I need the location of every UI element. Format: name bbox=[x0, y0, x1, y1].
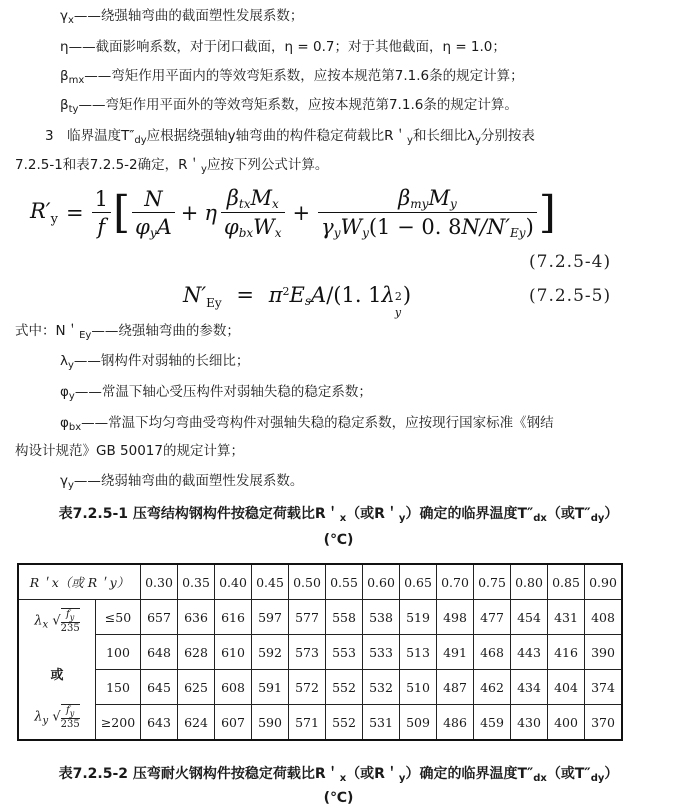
table-cell: 616 bbox=[215, 600, 252, 635]
def-lambda-y: $\lambda_y——$钢构件对弱轴的长细比； bbox=[60, 353, 250, 371]
table-cell: 573 bbox=[289, 635, 326, 670]
table-cell: 400 bbox=[548, 705, 585, 741]
table1-title: 表7.2.5-1 压弯结构钢构件按稳定荷载比R＇$_x$（或R＇$_y$）确定的临界温度$T''_{dx}$（或$T''_{dy}$） bbox=[58, 506, 619, 524]
table-cell: 531 bbox=[363, 705, 400, 741]
table-cell: 443 bbox=[511, 635, 548, 670]
table1-unit: (℃) bbox=[323, 532, 354, 548]
table1-corner: R＇x（或 R＇y） bbox=[18, 564, 141, 600]
col-header: 0.30 bbox=[141, 564, 178, 600]
table-cell: 390 bbox=[585, 635, 623, 670]
table-cell: 468 bbox=[474, 635, 511, 670]
col-header: 0.80 bbox=[511, 564, 548, 600]
para3-line1: 3 临界温度$T''_{dy}$应根据绕强轴y轴弯曲的构件稳定荷载比R＇$_y$和长细比$\lambda_y$分别按表 bbox=[45, 128, 535, 146]
table-cell: 571 bbox=[289, 705, 326, 741]
lambda-y-expr: $\lambda_y$ √ $\frac{f_y}{235}$ bbox=[34, 705, 80, 730]
def-gamma-y: $\gamma_y——$绕弱轴弯曲的截面塑性发展系数。 bbox=[60, 473, 304, 491]
table-cell: 572 bbox=[289, 670, 326, 705]
table-cell: 491 bbox=[437, 635, 474, 670]
table-cell: 608 bbox=[215, 670, 252, 705]
table2-title: 表7.2.5-2 压弯耐火钢构件按稳定荷载比R＇$_x$（或R＇$_y$）确定的临界温度$T''_{dx}$（或$T''_{dy}$） bbox=[58, 766, 619, 784]
col-header: 0.35 bbox=[178, 564, 215, 600]
table-cell: 509 bbox=[400, 705, 437, 741]
table-cell: 404 bbox=[548, 670, 585, 705]
table-cell: 597 bbox=[252, 600, 289, 635]
table-cell: 648 bbox=[141, 635, 178, 670]
table-cell: 519 bbox=[400, 600, 437, 635]
col-header: 0.55 bbox=[326, 564, 363, 600]
table-cell: 487 bbox=[437, 670, 474, 705]
table-cell: 462 bbox=[474, 670, 511, 705]
table-cell: 645 bbox=[141, 670, 178, 705]
col-header: 0.85 bbox=[548, 564, 585, 600]
lambda-x-expr: $\lambda_x$ √ $\frac{f_y}{235}$ bbox=[34, 609, 80, 634]
table-cell: 533 bbox=[363, 635, 400, 670]
row-label: 100 bbox=[96, 635, 141, 670]
table1 bbox=[17, 563, 623, 741]
def-beta-mx: $\beta_{mx}——$弯矩作用平面内的等效弯矩系数，应按本规范第7.1.6条的规定计算； bbox=[60, 68, 524, 86]
table2-unit: (℃) bbox=[323, 790, 354, 806]
table-cell: 657 bbox=[141, 600, 178, 635]
table-cell: 486 bbox=[437, 705, 474, 741]
table-cell: 434 bbox=[511, 670, 548, 705]
eq-number-7-2-5-4: (7.2.5-4) bbox=[529, 252, 612, 272]
eq-number-7-2-5-5: (7.2.5-5) bbox=[529, 286, 612, 306]
table-cell: 374 bbox=[585, 670, 623, 705]
col-header: 0.65 bbox=[400, 564, 437, 600]
table-cell: 538 bbox=[363, 600, 400, 635]
table-cell: 510 bbox=[400, 670, 437, 705]
def-phi-y: $\varphi_y——$常温下轴心受压构件对弱轴失稳的稳定系数； bbox=[60, 384, 372, 402]
col-header: 0.90 bbox=[585, 564, 623, 600]
table-cell: 558 bbox=[326, 600, 363, 635]
table-row bbox=[18, 670, 622, 705]
table-cell: 628 bbox=[178, 635, 215, 670]
table-cell: 370 bbox=[585, 705, 623, 741]
table-cell: 552 bbox=[326, 705, 363, 741]
def-eta: η——截面影响系数，对于闭口截面，η = 0.7；对于其他截面，η = 1.0； bbox=[60, 39, 506, 55]
table-cell: 591 bbox=[252, 670, 289, 705]
table-cell: 624 bbox=[178, 705, 215, 741]
table-cell: 590 bbox=[252, 705, 289, 741]
row-label: ≤50 bbox=[96, 600, 141, 635]
or-label: 或 bbox=[50, 668, 64, 683]
row-label: 150 bbox=[96, 670, 141, 705]
para3-line2: 7.2.5-1和表7.2.5-2确定，R＇$_y$应按下列公式计算。 bbox=[15, 157, 329, 175]
table-cell: 553 bbox=[326, 635, 363, 670]
table-cell: 416 bbox=[548, 635, 585, 670]
table-cell: 408 bbox=[585, 600, 623, 635]
col-header: 0.45 bbox=[252, 564, 289, 600]
table-row bbox=[18, 705, 622, 741]
table-cell: 636 bbox=[178, 600, 215, 635]
table-cell: 592 bbox=[252, 635, 289, 670]
col-header: 0.40 bbox=[215, 564, 252, 600]
table-row bbox=[18, 635, 622, 670]
def-gamma-x: $\gamma_x——$绕强轴弯曲的截面塑性发展系数； bbox=[60, 8, 304, 26]
col-header: 0.60 bbox=[363, 564, 400, 600]
table-cell: 625 bbox=[178, 670, 215, 705]
def-beta-ty: $\beta_{ty}——$弯矩作用平面外的等效弯矩系数，应按本规范第7.1.6条的规定计算。 bbox=[60, 97, 518, 115]
col-header: 0.70 bbox=[437, 564, 474, 600]
table-cell: 552 bbox=[326, 670, 363, 705]
table-row bbox=[18, 600, 622, 635]
table-cell: 454 bbox=[511, 600, 548, 635]
table1-header-row bbox=[18, 564, 622, 600]
def-phi-bx: $\varphi_{bx}——$常温下均匀弯曲受弯构件对强轴失稳的稳定系数，应按现行国家标准《钢结 bbox=[60, 415, 554, 433]
table-cell: 459 bbox=[474, 705, 511, 741]
col-header: 0.50 bbox=[289, 564, 326, 600]
def-n-ey: 式中：N＇$_{Ey}$——绕强轴弯曲的参数； bbox=[15, 323, 240, 341]
table-cell: 477 bbox=[474, 600, 511, 635]
table-cell: 431 bbox=[548, 600, 585, 635]
table1-slenderness-label bbox=[18, 600, 96, 741]
col-header: 0.75 bbox=[474, 564, 511, 600]
equation-7-2-5-4: $R'_y$ = $\frac{1}{f}$ [ $\frac{N}{\varphi_yA}$ + η $\frac{\beta_{tx}M_x}{\varphi_{bx}W_x}$ + $\frac{\beta_{my}M_y}{\gamma_yW_y(1 - 0. 8N/N'_{Ey})}$ ] bbox=[30, 186, 556, 240]
table-cell: 607 bbox=[215, 705, 252, 741]
table-cell: 498 bbox=[437, 600, 474, 635]
equation-7-2-5-5: $N'_{Ey} = \pi^2E_sA/(1$. 1λ 2 y ) bbox=[183, 283, 412, 319]
table-cell: 643 bbox=[141, 705, 178, 741]
table-cell: 513 bbox=[400, 635, 437, 670]
table-cell: 577 bbox=[289, 600, 326, 635]
row-label: ≥200 bbox=[96, 705, 141, 741]
table-cell: 532 bbox=[363, 670, 400, 705]
table-cell: 610 bbox=[215, 635, 252, 670]
table-cell: 430 bbox=[511, 705, 548, 741]
def-phi-bx-cont: 构设计规范》GB 50017的规定计算； bbox=[15, 443, 244, 459]
